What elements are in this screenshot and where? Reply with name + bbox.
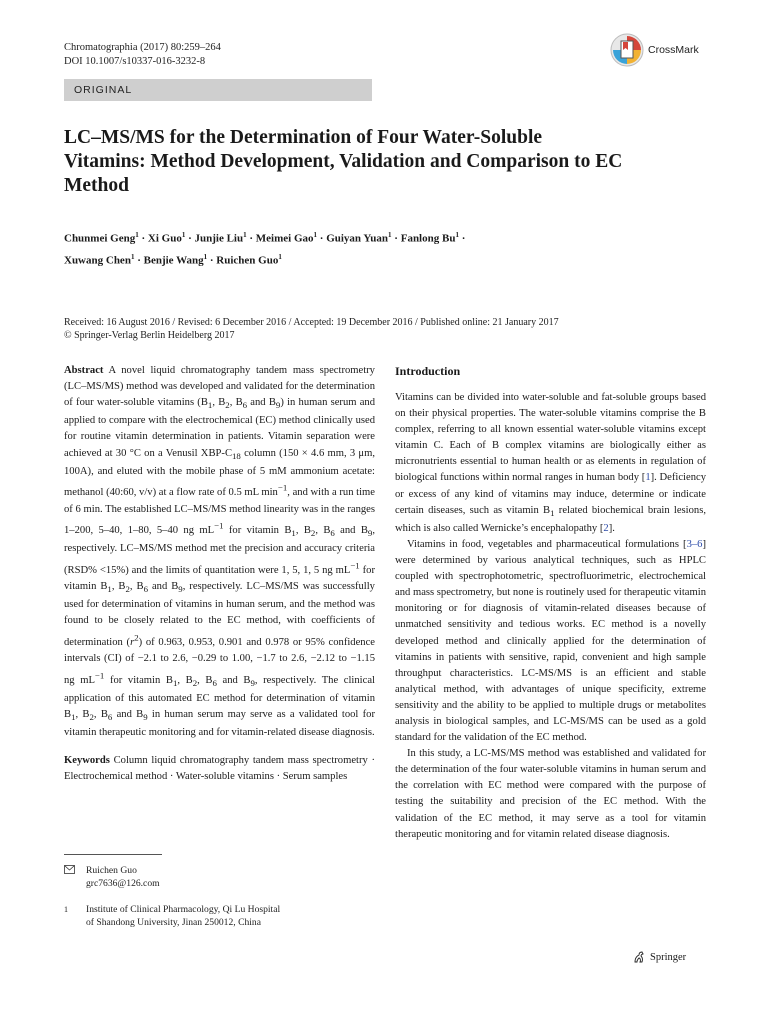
author-separator: · [458, 232, 466, 245]
author-separator: · [138, 232, 148, 245]
author-affiliation-mark: 1 [203, 252, 208, 261]
abstract-text: A novel liquid chromatography tandem mass spectrometry (LC–MS/MS) method was developed and validated for the determination of four water-soluble vitamins ($B_1$, $B_2$, $B_6$ and $B_9$) in human serum and applied to compare with the electrochemical (EC) method clinically used for routine vitamin determination in patients. Vitamin separation were achieved at 30 °C on a Venusil XBP-$C_{18}$ column (150 × 4.6 mm, 3 μm, 100A), and eluted with the mobile phase of 5 mM ammonium acetate: methanol (40:60, v/v) at a flow rate of 0.5 mL $\min^{-1}$, and with a run time of 6 min. The established LC–MS/MS method linearity was in the ranges 1–200, 5–40, 1–80, 5–40 ng $mL^{-1}$ for vitamin $B_1$, $B_2$, $B_6$ and $B_9$, respectively. LC–MS/MS method met the precision and accuracy criteria (RSD% <15%) and the limits of quantitation were 1, 5, 1, 5 ng $mL^{-1}$ for vitamin $B_1$, $B_2$, $B_6$ and $B_9$, respectively. LC–MS/MS was successfully used for determination of vitamins in human serum, and the method was found to be closely related to the EC method, with coefficients of determination $(r^2)$ of 0.963, 0.953, 0.901 and 0.978 or 95% confidence intervals (CI) of −2.1 to 2.6, −0.29 to 1.00, −1.7 to 2.6, −2.12 to −1.15 ng $mL^{-1}$ for vitamin $B_1$, $B_2$, $B_6$ and $B_9$, respectively. The clinical application of this automated EC method for determination of vitamin $B_1$, $B_2$, $B_6$ and $B_9$ in human serum may serve as a validated tool for vitamin therapeutic monitoring and for vitamin-related disease diagnosis. [64, 365, 375, 739]
corresponding-author-note [64, 865, 375, 890]
affiliation-mark: 1 [64, 905, 68, 914]
author-name: Fanlong Bu [400, 232, 456, 245]
author-name: Junjie Liu [194, 232, 244, 245]
keywords-label: Keywords [64, 755, 110, 767]
left-column [64, 363, 375, 785]
intro-paragraph-1: Vitamins can be divided into water-soluble and fat-soluble groups based on their physical properties. The water-soluble vitamins comprise the B complex, referring to all known essential water-soluble vitamins except vitamin C. Each of B complex vitamins are biologically either as micronutrients essential to human health or as elements in regulation of biological functions within normal ranges in human body [1]. Deficiency or excess of any kind of vitamins may induce, determine or indicate certain diseases, such as vitamin $B_1$ related biochemical brain lesions, which is also called Wernicke’s encephalopathy [2]. [395, 392, 707, 534]
crossmark-label: CrossMark [648, 44, 699, 56]
author-affiliation-mark: 1 [455, 231, 459, 239]
date-history: Received: 16 August 2016 / Revised: 6 December 2016 / Accepted: 19 December 2016 / Published online: 21 January 2017 [64, 317, 559, 328]
article-title: LC–MS/MS for the Determination of Four Water-Soluble Vitamins: Method Development, Validation and Comparison to EC Method [64, 127, 623, 196]
keywords-text: Column liquid chromatography tandem mass spectrometry · Electrochemical method · Water-soluble vitamins · Serum samples [64, 755, 376, 783]
envelope-icon [64, 865, 86, 890]
author-name: Ruichen Guo [216, 254, 279, 267]
author-separator: · [391, 232, 401, 245]
doi-line[interactable]: DOI 10.1007/s10337-016-3232-8 [64, 56, 206, 67]
author-separator: · [207, 254, 217, 267]
intro-paragraph-3: In this study, a LC-MS/MS method was established and validated for the determination of the four water-soluble vitamins in human serum and the correlation with EC method were compared with the purpose of testing the suitability and precision of the EC method. With the validation of the EC method, it may serve as a tool for vitamin therapeutic monitoring and for vitamin related disease diagnosis. [395, 748, 706, 840]
affiliation-line-1: Institute of Clinical Pharmacology, Qi Lu Hospital [86, 904, 281, 915]
author-list [64, 226, 704, 269]
author-separator: · [134, 254, 144, 267]
publisher-footer [632, 950, 686, 964]
author-affiliation-mark: 1 [313, 231, 318, 239]
author-separator: · [185, 232, 195, 245]
author-affiliation-mark: 1 [388, 231, 392, 239]
author-affiliation-mark: 1 [243, 231, 247, 239]
author-name: Chunmei Geng [64, 232, 136, 245]
affiliation-note [64, 904, 375, 929]
journal-line: Chromatographia (2017) 80:259–264 [64, 42, 221, 53]
intro-paragraph-2: Vitamins in food, vegetables and pharmaceutical formulations [3–6] were determined by various analytical techniques, such as HPLC coupled with spectrophotometric, spectrofluorimetric, electrochemical and mass spectrometry, but none is routinely used for therapeutic vitamin monitoring or for diagnosis of vitamin-related diseases because of unmatched sensitivity and tedious works. EC method is a novelly developed method and clinically applied for the determination of vitamins in patients with sensitive, rapid, convenient and high sample throughput characteristics. LC-MS/MS is an efficient and stable analytical method, with advantages of unique specificity, extreme sensitivity and the ability to be applied to multiple drugs or metabolites analysis in biological samples, and LC-MS/MS can be used as a gold standard for the validation of the EC method. [395, 538, 706, 744]
right-column [395, 363, 706, 843]
author-affiliation-mark: 1 [181, 231, 186, 239]
journal-citation [64, 41, 221, 69]
abstract [64, 363, 375, 741]
crossmark-icon [610, 33, 644, 67]
author-affiliation-mark: 1 [278, 252, 282, 261]
affiliation-line-2: of Shandong University, Jinan 250012, China [86, 916, 261, 928]
author-name: Benjie Wang [143, 254, 204, 267]
publisher-name: Springer [650, 951, 687, 963]
introduction-heading: Introduction [395, 364, 461, 378]
author-name: Xi Guo [147, 232, 182, 245]
author-line-2 [64, 248, 704, 270]
author-affiliation-mark: 1 [130, 252, 135, 261]
springer-horse-icon [632, 950, 646, 964]
author-name: Xuwang Chen [64, 254, 131, 267]
crossmark-badge[interactable] [610, 33, 699, 67]
keywords [64, 753, 375, 785]
author-name: Meimei Gao [255, 232, 314, 245]
copyright-line: © Springer-Verlag Berlin Heidelberg 2017 [64, 329, 235, 341]
footnote-divider [64, 854, 162, 855]
author-name: Guiyan Yuan [326, 232, 389, 245]
author-separator: · [317, 232, 327, 245]
publication-dates [64, 317, 704, 342]
corresponding-email[interactable]: grc7636@126.com [86, 877, 160, 889]
corresponding-name: Ruichen Guo [86, 865, 137, 876]
article-type-badge: ORIGINAL [64, 79, 372, 101]
author-line-1 [64, 226, 704, 248]
author-separator: · [246, 232, 256, 245]
abstract-label: Abstract [64, 365, 104, 376]
author-affiliation-mark: 1 [135, 231, 139, 239]
